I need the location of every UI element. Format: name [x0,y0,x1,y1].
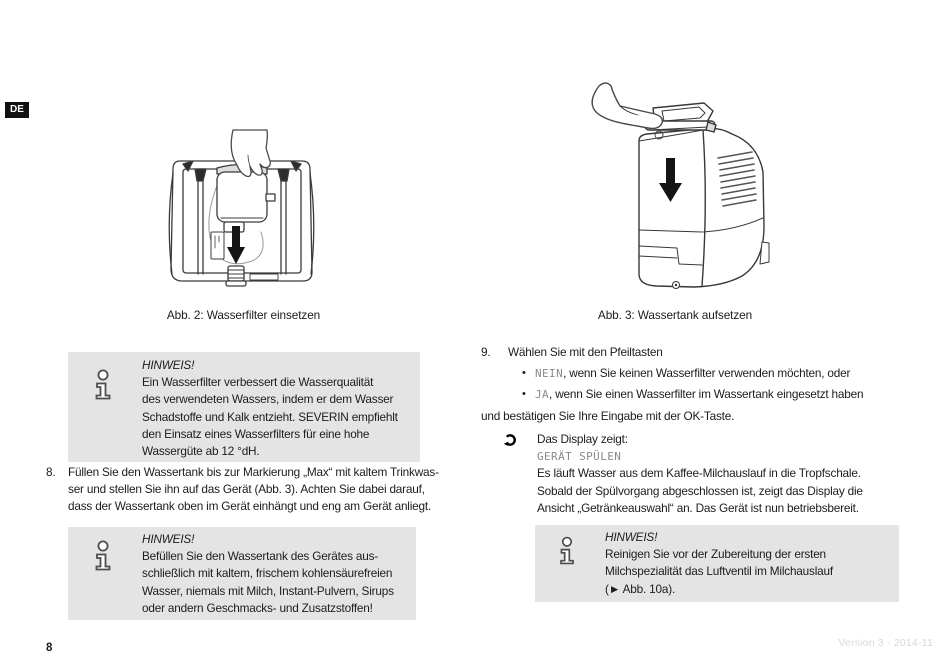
bullet-dot: • [522,388,526,401]
display-text: GERÄT SPÜLEN [537,450,622,464]
water-tank-illustration [158,128,333,306]
result-line: Es läuft Wasser aus dem Kaffee-Milchauslauf in die Tropfschale. [537,466,861,481]
result-line: Ansicht „Getränkeauswahl“ an. Das Gerät ist nun betriebsbereit. [537,500,859,515]
coffee-machine-illustration [556,78,781,306]
version-label: Version 3 - 2014-11 [838,637,933,649]
result-block [481,431,911,517]
note-line: Reinigen Sie vor der Zubereitung der ersten [605,547,826,562]
info-icon [555,535,579,567]
page-number: 8 [46,642,53,654]
bullet-text: , wenn Sie keinen Wasserfilter verwenden möchten, oder [563,366,851,381]
note-line: den Einsatz eines Wasserfilters für eine hohe [142,426,370,441]
display-term: JA [535,388,550,402]
note-line: Schadstoffe und Kalk entzieht. SEVERIN empfiehlt [142,409,398,424]
result-lead: Das Display zeigt: [537,432,628,446]
note-line: (► Abb. 10a). [605,581,676,596]
filter-cartridge [217,172,267,222]
figure2-caption: Abb. 2: Wasserfilter einsetzen [166,308,321,322]
info-icon [90,539,116,573]
figure-water-tank-place [556,78,781,306]
step-line: ser und stellen Sie ihn auf das Gerät (Abb. 3). Achten Sie dabei darauf, [68,482,425,497]
note-box-air-valve [535,525,899,602]
note-box-tank-filling [68,527,416,620]
info-icon [90,368,116,402]
step-outro: und bestätigen Sie Ihre Eingabe mit der OK-Taste. [481,408,735,423]
note-line: Milchspezialität das Luftventil im Milchauslauf [605,564,833,579]
step-line: dass der Wassertank oben im Gerät einhängt und eng am Gerät anliegt. [68,499,432,514]
hand-illustration [592,83,662,128]
figure-water-filter-insert [158,128,333,306]
step-9 [481,344,911,425]
note-line: oder andern Geschmacks- und Zusatzstoffen! [142,600,373,615]
step-8 [46,464,439,516]
display-term: NEIN [535,367,564,381]
note-line: des verwendeten Wassers, indem er dem Wasser [142,392,394,407]
note-title: HINWEIS! [605,530,658,544]
result-arrow-icon [503,433,517,447]
step-number: 9. [481,345,491,359]
step-line: Füllen Sie den Wassertank bis zur Markierung „Max“ mit kaltem Trinkwas- [68,465,439,479]
bullet-text: , wenn Sie einen Wasserfilter im Wassertank eingesetzt haben [549,387,864,402]
note-line: Wasser, niemals mit Milch, Instant-Pulvern, Sirups [142,583,394,598]
step-intro: Wählen Sie mit den Pfeiltasten [508,345,663,359]
result-line: Sobald der Spülvorgang abgeschlossen ist, zeigt das Display die [537,483,863,498]
figure3-caption: Abb. 3: Wassertank aufsetzen [597,308,753,322]
step-number: 8. [46,465,56,479]
note-line: schließlich mit kaltem, frischem kohlensäurefreien [142,566,393,581]
note-box-water-filter [68,352,420,462]
note-line: Ein Wasserfilter verbessert die Wasserqualität [142,375,374,390]
note-title: HINWEIS! [142,358,195,372]
note-line: Wassergüte ab 12 °dH. [142,444,260,459]
bullet-dot: • [522,367,526,380]
note-line: Befüllen Sie den Wassertank des Gerätes aus- [142,549,379,564]
note-title: HINWEIS! [142,532,195,546]
language-tab-de: DE [5,102,29,118]
